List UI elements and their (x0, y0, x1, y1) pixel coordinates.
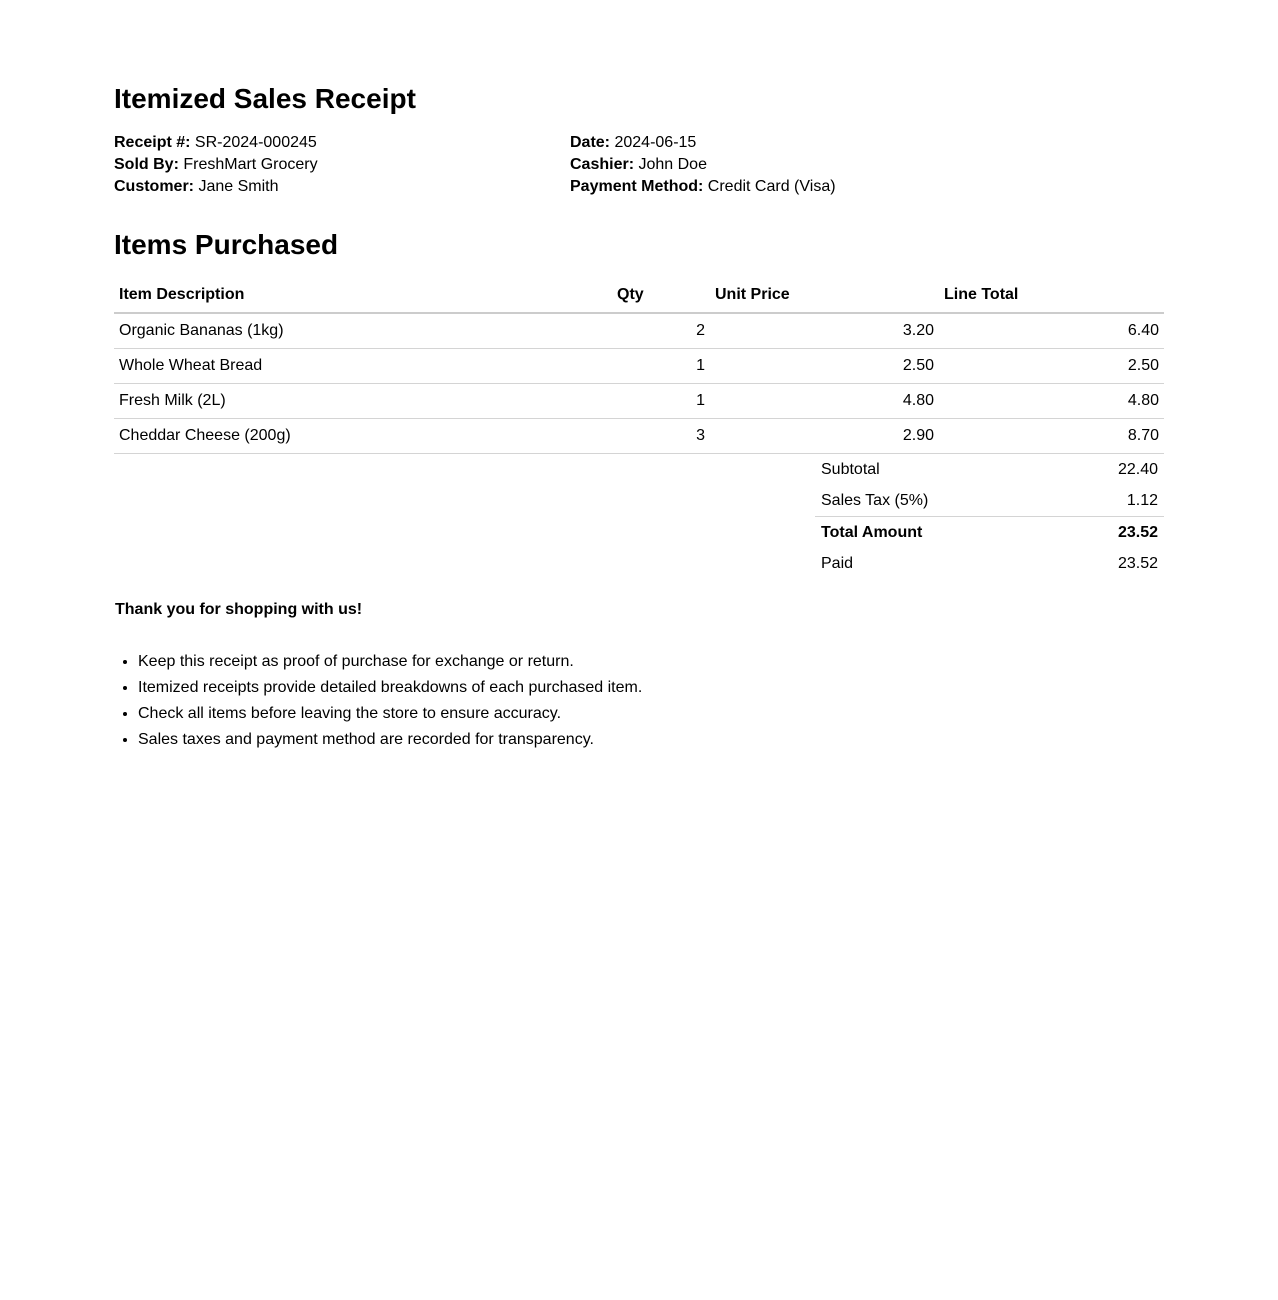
item-description: Organic Bananas (1kg) (114, 313, 612, 349)
items-heading: Items Purchased (114, 229, 339, 260)
item-unit-price: 3.20 (710, 313, 939, 349)
item-line-total: 2.50 (939, 349, 1164, 384)
list-item: • Itemized receipts provide detailed breakdowns of each purchased item. (138, 675, 642, 701)
list-item: • Keep this receipt as proof of purchase for exchange or return. (138, 649, 642, 675)
item-unit-price: 2.90 (710, 419, 939, 454)
sold-by-label: Sold By: (114, 156, 179, 173)
cashier (570, 154, 836, 176)
payment-method-label: Payment Method: (570, 178, 704, 195)
item-qty: 2 (612, 313, 710, 349)
column-header-unit-price: Unit Price (710, 277, 939, 313)
item-qty: 1 (612, 384, 710, 419)
sales-tax-value: 1.12 (1126, 491, 1158, 509)
customer (114, 176, 318, 198)
customer-value: Jane Smith (198, 178, 279, 195)
item-line-total: 4.80 (939, 384, 1164, 419)
item-description: Whole Wheat Bread (114, 349, 612, 384)
payment-method-value: Credit Card (Visa) (707, 178, 836, 195)
subtotal-label: Subtotal (821, 460, 880, 478)
receipt-number-value: SR-2024-000245 (194, 134, 317, 151)
payment-method (570, 176, 836, 198)
date-label: Date: (570, 134, 611, 151)
receipt-number-label: Receipt #: (114, 134, 191, 151)
list-item: • Sales taxes and payment method are recorded for transparency. (138, 727, 642, 753)
list-item: • Check all items before leaving the store to ensure accuracy. (138, 701, 642, 727)
thank-you-message: Thank you for shopping with us! (115, 601, 363, 618)
column-header-qty: Qty (612, 277, 710, 313)
totals-table (815, 454, 1164, 579)
subtotal-row (815, 454, 1164, 485)
date-value: 2024-06-15 (614, 134, 697, 151)
receipt-number (114, 132, 318, 154)
sold-by (114, 154, 318, 176)
subtotal-value: 22.40 (1117, 460, 1158, 478)
item-description: Fresh Milk (2L) (114, 384, 612, 419)
paid-label: Paid (821, 554, 854, 572)
sales-tax-label: Sales Tax (5%) (821, 491, 929, 509)
paid-value: 23.52 (1117, 554, 1158, 572)
sales-tax-row (815, 485, 1164, 517)
cashier-label: Cashier: (570, 156, 635, 173)
table-row (114, 349, 1164, 384)
total-amount-label: Total Amount (815, 517, 1058, 549)
table-row (114, 384, 1164, 419)
paid-row (815, 548, 1164, 579)
item-qty: 1 (612, 349, 710, 384)
cashier-value: John Doe (638, 156, 707, 173)
customer-label: Customer: (114, 178, 195, 195)
total-amount-row (815, 517, 1164, 549)
items-table (114, 277, 1164, 454)
page-title: Itemized Sales Receipt (114, 83, 416, 114)
table-row (114, 419, 1164, 454)
date (570, 132, 836, 154)
item-line-total: 6.40 (939, 313, 1164, 349)
item-unit-price: 4.80 (710, 384, 939, 419)
item-qty: 3 (612, 419, 710, 454)
item-description: Cheddar Cheese (200g) (114, 419, 612, 454)
table-header-row (114, 277, 1164, 313)
meta-left-column (114, 132, 318, 198)
sold-by-value: FreshMart Grocery (183, 156, 318, 173)
meta-right-column (570, 132, 836, 198)
item-unit-price: 2.50 (710, 349, 939, 384)
total-amount-value: 23.52 (1058, 517, 1164, 549)
column-header-description: Item Description (114, 277, 612, 313)
notes-list (114, 649, 642, 753)
table-row (114, 313, 1164, 349)
column-header-line-total: Line Total (939, 277, 1164, 313)
item-line-total: 8.70 (939, 419, 1164, 454)
